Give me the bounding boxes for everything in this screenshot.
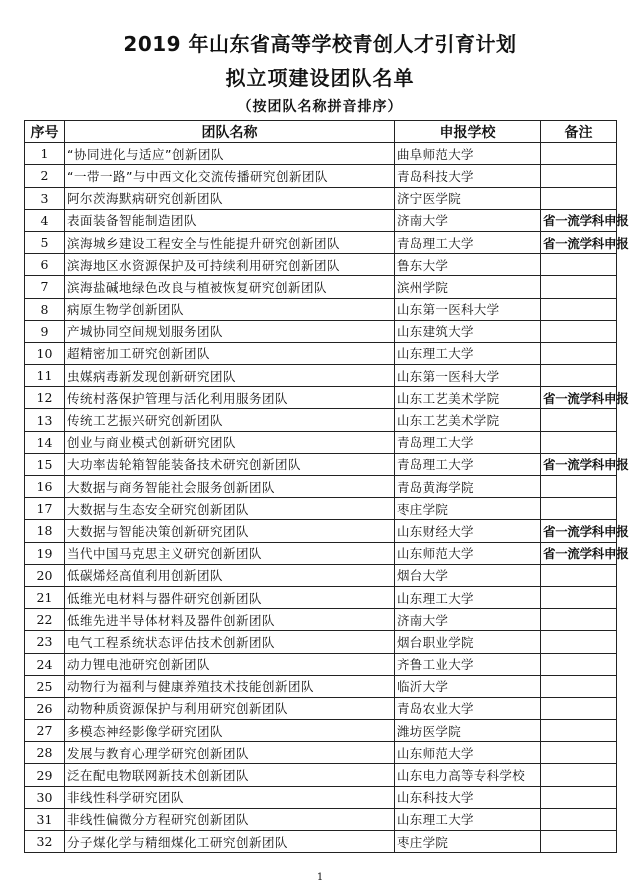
school-name: 烟台职业学院 [395, 631, 541, 653]
note-cell [541, 276, 617, 298]
table-row [25, 675, 617, 697]
school-name: 山东电力高等专科学校 [395, 764, 541, 786]
team-name: “一带一路”与中西文化交流传播研究创新团队 [65, 165, 395, 187]
table-row [25, 476, 617, 498]
school-name: 青岛理工大学 [395, 453, 541, 475]
school-name: 山东科技大学 [395, 786, 541, 808]
note-cell [541, 365, 617, 387]
table-row [25, 231, 617, 253]
table-row [25, 786, 617, 808]
team-name: 非线性科学研究团队 [65, 786, 395, 808]
header-note: 备注 [541, 121, 617, 143]
document-title: 2019 年山东省高等学校青创人才引育计划 [123, 32, 517, 56]
row-number: 29 [25, 764, 65, 786]
table-row [25, 342, 617, 364]
row-number: 21 [25, 586, 65, 608]
table-row [25, 520, 617, 542]
row-number: 19 [25, 542, 65, 564]
table-row [25, 209, 617, 231]
note-cell [541, 786, 617, 808]
table-row [25, 409, 617, 431]
team-name: 病原生物学创新团队 [65, 298, 395, 320]
team-name: 发展与教育心理学研究创新团队 [65, 742, 395, 764]
table-row [25, 720, 617, 742]
table-header-row [25, 121, 617, 143]
school-name: 山东第一医科大学 [395, 298, 541, 320]
row-number: 2 [25, 165, 65, 187]
school-name: 青岛理工大学 [395, 431, 541, 453]
school-name: 山东第一医科大学 [395, 365, 541, 387]
team-name: 创业与商业模式创新研究团队 [65, 431, 395, 453]
row-number: 7 [25, 276, 65, 298]
team-name: 滨海城乡建设工程安全与性能提升研究创新团队 [65, 231, 395, 253]
team-name: 阿尔茨海默病研究创新团队 [65, 187, 395, 209]
team-name: 泛在配电物联网新技术创新团队 [65, 764, 395, 786]
note-cell [541, 764, 617, 786]
note-cell [541, 431, 617, 453]
row-number: 13 [25, 409, 65, 431]
table-row [25, 542, 617, 564]
row-number: 10 [25, 342, 65, 364]
team-name: 低碳烯烃高值利用创新团队 [65, 564, 395, 586]
row-number: 3 [25, 187, 65, 209]
table-row [25, 831, 617, 853]
school-name: 青岛农业大学 [395, 697, 541, 719]
note-cell: 省一流学科申报 [541, 387, 617, 409]
row-number: 6 [25, 254, 65, 276]
team-name: 大数据与生态安全研究创新团队 [65, 498, 395, 520]
school-name: 山东工艺美术学院 [395, 387, 541, 409]
team-name: 大数据与智能决策创新研究团队 [65, 520, 395, 542]
row-number: 31 [25, 808, 65, 830]
team-name: 电气工程系统状态评估技术创新团队 [65, 631, 395, 653]
row-number: 8 [25, 298, 65, 320]
table-row [25, 653, 617, 675]
team-name: 大功率齿轮箱智能装备技术研究创新团队 [65, 453, 395, 475]
row-number: 24 [25, 653, 65, 675]
table-row [25, 298, 617, 320]
team-name: 表面装备智能制造团队 [65, 209, 395, 231]
table-row [25, 453, 617, 475]
row-number: 23 [25, 631, 65, 653]
note-cell: 省一流学科申报 [541, 209, 617, 231]
team-list-table [24, 120, 629, 853]
school-name: 山东理工大学 [395, 342, 541, 364]
team-name: 滨海盐碱地绿色改良与植被恢复研究创新团队 [65, 276, 395, 298]
note-cell [541, 831, 617, 853]
table-row [25, 586, 617, 608]
school-name: 烟台大学 [395, 564, 541, 586]
team-name: 分子煤化学与精细煤化工研究创新团队 [65, 831, 395, 853]
row-number: 1 [25, 143, 65, 165]
team-name: 非线性偏微分方程研究创新团队 [65, 808, 395, 830]
team-name: 动物种质资源保护与利用研究创新团队 [65, 697, 395, 719]
table-row [25, 431, 617, 453]
note-cell [541, 675, 617, 697]
team-name: 传统村落保护管理与活化利用服务团队 [65, 387, 395, 409]
note-cell [541, 742, 617, 764]
row-number: 30 [25, 786, 65, 808]
note-cell [541, 720, 617, 742]
school-name: 曲阜师范大学 [395, 143, 541, 165]
note-cell [541, 320, 617, 342]
table-row [25, 808, 617, 830]
team-name: 多模态神经影像学研究团队 [65, 720, 395, 742]
team-name: 低维先进半导体材料及器件创新团队 [65, 609, 395, 631]
table-body [25, 143, 629, 853]
school-name: 枣庄学院 [395, 831, 541, 853]
school-name: 青岛科技大学 [395, 165, 541, 187]
row-number: 4 [25, 209, 65, 231]
note-cell [541, 187, 617, 209]
row-number: 22 [25, 609, 65, 631]
note-cell [541, 143, 617, 165]
note-cell [541, 165, 617, 187]
note-cell [541, 808, 617, 830]
team-name: 虫媒病毒新发现创新研究团队 [65, 365, 395, 387]
table-row [25, 187, 617, 209]
table-row [25, 254, 617, 276]
header-school: 申报学校 [395, 121, 541, 143]
row-number: 27 [25, 720, 65, 742]
row-number: 25 [25, 675, 65, 697]
school-name: 山东财经大学 [395, 520, 541, 542]
school-name: 山东工艺美术学院 [395, 409, 541, 431]
team-name: 产城协同空间规划服务团队 [65, 320, 395, 342]
page-number: 1 [316, 872, 324, 883]
note-cell: 省一流学科申报 [541, 231, 617, 253]
school-name: 枣庄学院 [395, 498, 541, 520]
row-number: 14 [25, 431, 65, 453]
note-cell: 省一流学科申报 [541, 453, 617, 475]
note-cell [541, 586, 617, 608]
row-number: 20 [25, 564, 65, 586]
team-name: 超精密加工研究创新团队 [65, 342, 395, 364]
school-name: 青岛黄海学院 [395, 476, 541, 498]
row-number: 26 [25, 697, 65, 719]
school-name: 山东理工大学 [395, 808, 541, 830]
note-cell [541, 697, 617, 719]
row-number: 18 [25, 520, 65, 542]
header-no: 序号 [25, 121, 65, 143]
document-title-line2: 拟立项建设团队名单 [225, 66, 415, 90]
school-name: 鲁东大学 [395, 254, 541, 276]
table-row [25, 564, 617, 586]
school-name: 山东师范大学 [395, 542, 541, 564]
team-name: 大数据与商务智能社会服务创新团队 [65, 476, 395, 498]
table-row [25, 764, 617, 786]
note-cell [541, 498, 617, 520]
school-name: 临沂大学 [395, 675, 541, 697]
table-row [25, 143, 617, 165]
row-number: 5 [25, 231, 65, 253]
note-cell [541, 476, 617, 498]
table-row [25, 387, 617, 409]
table-row [25, 742, 617, 764]
row-number: 11 [25, 365, 65, 387]
team-name: 传统工艺振兴研究创新团队 [65, 409, 395, 431]
team-name: 动物行为福利与健康养殖技术技能创新团队 [65, 675, 395, 697]
sort-note-subtitle: （按团队名称拼音排序） [237, 99, 403, 115]
school-name: 山东建筑大学 [395, 320, 541, 342]
row-number: 15 [25, 453, 65, 475]
note-cell: 省一流学科申报 [541, 542, 617, 564]
note-cell [541, 298, 617, 320]
row-number: 16 [25, 476, 65, 498]
school-name: 山东理工大学 [395, 586, 541, 608]
team-name: 动力锂电池研究创新团队 [65, 653, 395, 675]
school-name: 济南大学 [395, 209, 541, 231]
note-cell [541, 631, 617, 653]
row-number: 17 [25, 498, 65, 520]
team-name: 当代中国马克思主义研究创新团队 [65, 542, 395, 564]
school-name: 山东师范大学 [395, 742, 541, 764]
table-row [25, 320, 617, 342]
note-cell [541, 609, 617, 631]
team-name: “协同进化与适应”创新团队 [65, 143, 395, 165]
table-row [25, 165, 617, 187]
table-row [25, 365, 617, 387]
team-name: 滨海地区水资源保护及可持续利用研究创新团队 [65, 254, 395, 276]
note-cell [541, 653, 617, 675]
table-row [25, 498, 617, 520]
table-row [25, 697, 617, 719]
table-row [25, 631, 617, 653]
school-name: 青岛理工大学 [395, 231, 541, 253]
note-cell [541, 342, 617, 364]
note-cell [541, 409, 617, 431]
header-team-name: 团队名称 [65, 121, 395, 143]
school-name: 滨州学院 [395, 276, 541, 298]
row-number: 12 [25, 387, 65, 409]
table-row [25, 609, 617, 631]
row-number: 9 [25, 320, 65, 342]
row-number: 32 [25, 831, 65, 853]
note-cell [541, 254, 617, 276]
school-name: 齐鲁工业大学 [395, 653, 541, 675]
note-cell [541, 564, 617, 586]
note-cell: 省一流学科申报 [541, 520, 617, 542]
row-number: 28 [25, 742, 65, 764]
school-name: 济南大学 [395, 609, 541, 631]
team-name: 低维光电材料与器件研究创新团队 [65, 586, 395, 608]
school-name: 潍坊医学院 [395, 720, 541, 742]
table-row [25, 276, 617, 298]
school-name: 济宁医学院 [395, 187, 541, 209]
